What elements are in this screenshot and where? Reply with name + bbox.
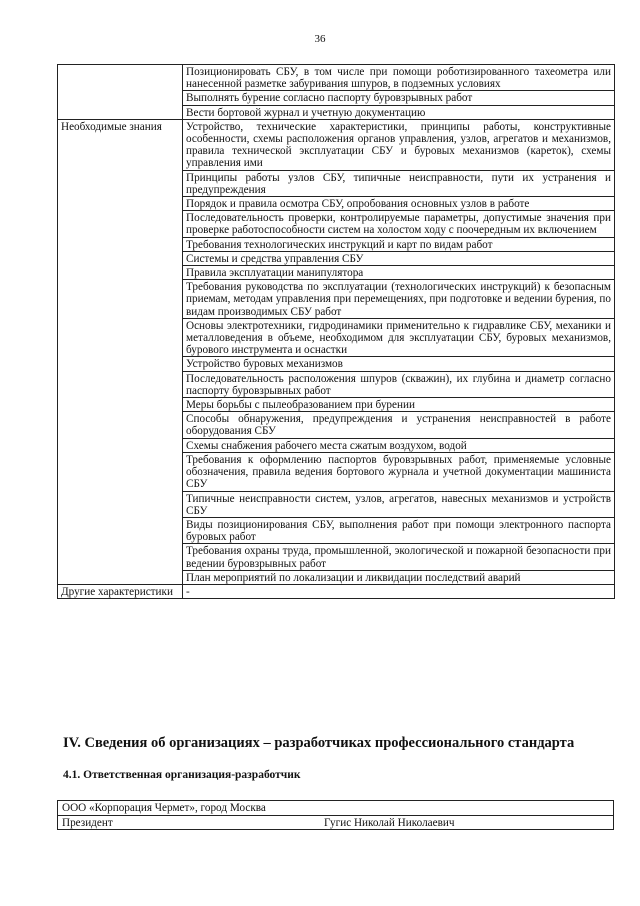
knowledge-item: Основы электротехники, гидродинамики применительно к гидравлике СБУ, механики и металловедения в объеме, необходимом для эксплуатации СБУ, буровых механизмов, бурового инструмента и оснастки [183, 318, 615, 357]
knowledge-item: Устройство, технические характеристики, принципы работы, конструктивные особенности, схемы расположения органов управления, узлов, агрегатов и механизмов, правила технической эксплуатации СБУ и буровых механизмов (кареток), схемы управления ими [183, 119, 615, 170]
knowledge-item: Последовательность расположения шпуров (скважин), их глубина и диаметр согласно паспорту буровзрывных работ [183, 371, 615, 397]
knowledge-item: Меры борьбы с пылеобразованием при бурении [183, 398, 615, 412]
knowledge-item: Правила эксплуатации манипулятора [183, 266, 615, 280]
skill-item: Вести бортовой журнал и учетную документацию [183, 105, 615, 119]
table-row [58, 801, 614, 816]
knowledge-item: Последовательность проверки, контролируемые параметры, допустимые значения при проверке работоспособности систем на холостом ходу с поочередным их включением [183, 211, 615, 237]
knowledge-item: Требования к оформлению паспортов буровзрывных работ, применяемые условные обозначения, правила ведения бортового журнала и учетной документации машиниста СБУ [183, 452, 615, 491]
knowledge-item: Требования технологических инструкций и карт по видам работ [183, 237, 615, 251]
knowledge-item: Виды позиционирования СБУ, выполнения работ при помощи электронного паспорта буровых работ [183, 517, 615, 543]
knowledge-label: Необходимые знания [58, 119, 183, 584]
page-number: 36 [314, 33, 326, 45]
table-row [58, 815, 614, 830]
skill-item: Выполнять бурение согласно паспорту буровзрывных работ [183, 91, 615, 105]
knowledge-item: Способы обнаружения, предупреждения и устранения неисправностей в работе оборудования СБУ [183, 412, 615, 438]
qualification-table [57, 64, 615, 599]
knowledge-item: Устройство буровых механизмов [183, 357, 615, 371]
knowledge-item: Схемы снабжения рабочего места сжатым воздухом, водой [183, 438, 615, 452]
signatory-position: Президент [62, 816, 113, 829]
knowledge-item: Требования руководства по эксплуатации (технологических инструкций) к безопасным приемам, методам управления при перемещениях, при подготовке и ведении бурения, по видам производимых СБУ работ [183, 280, 615, 319]
knowledge-item: План мероприятий по локализации и ликвидации последствий аварий [183, 570, 615, 584]
organization-table [57, 800, 614, 830]
knowledge-item: Типичные неисправности систем, узлов, агрегатов, навесных механизмов и устройств СБУ [183, 491, 615, 517]
knowledge-item: Принципы работы узлов СБУ, типичные неисправности, пути их устранения и предупреждения [183, 170, 615, 196]
table-row [58, 65, 615, 91]
other-characteristics-label: Другие характеристики [58, 584, 183, 598]
subsection-heading: 4.1. Ответственная организация-разработчик [63, 769, 301, 781]
knowledge-item: Требования охраны труда, промышленной, экологической и пожарной безопасности при ведении буровзрывных работ [183, 544, 615, 570]
knowledge-item: Порядок и правила осмотра СБУ, опробования основных узлов в работе [183, 197, 615, 211]
other-characteristics-value: - [183, 584, 615, 598]
signatory-name: Гугис Николай Николаевич [324, 816, 455, 829]
organization-signatory-cell [58, 815, 614, 830]
knowledge-item: Системы и средства управления СБУ [183, 251, 615, 265]
skills-label-cell [58, 65, 183, 120]
skill-item: Позиционировать СБУ, в том числе при помощи роботизированного тахеометра или нанесенной разметке забуривания шпуров, в подземных условиях [183, 65, 615, 91]
table-row [58, 119, 615, 170]
section-heading: IV. Сведения об организациях – разработчиках профессионального стандарта [63, 735, 575, 751]
table-row [58, 584, 615, 598]
organization-name: ООО «Корпорация Чермет», город Москва [58, 801, 614, 816]
